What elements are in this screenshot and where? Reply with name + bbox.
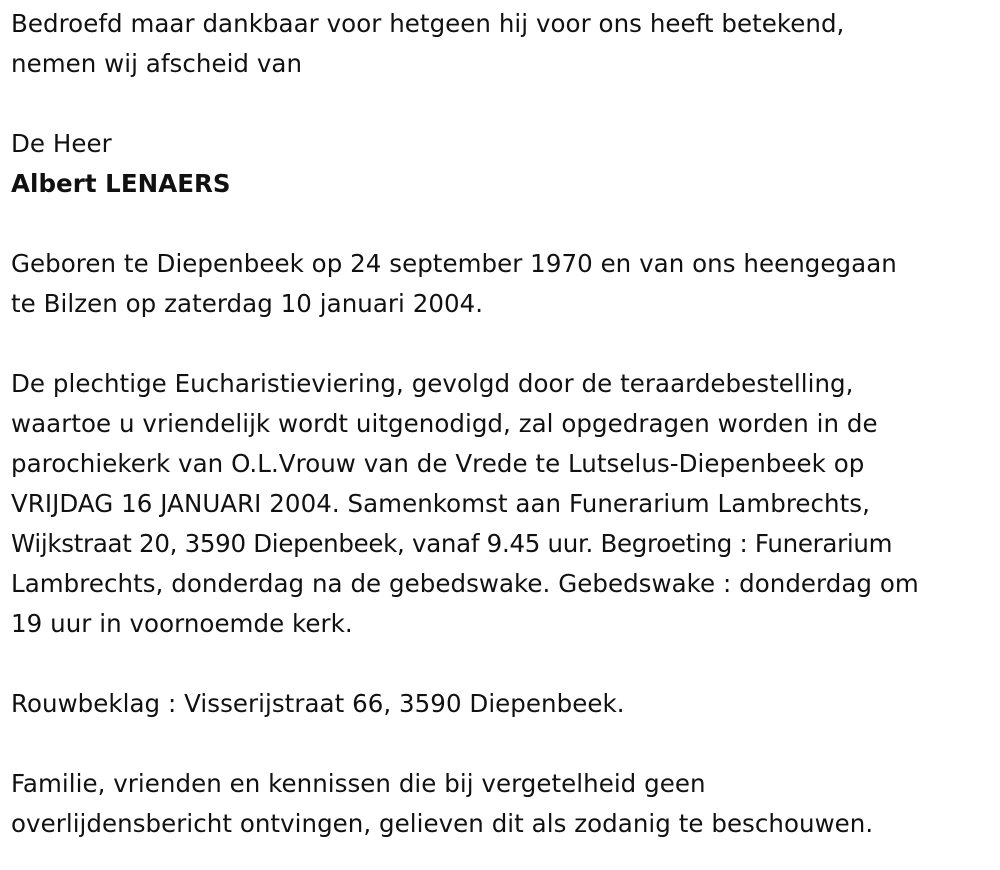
ceremony-line: Wijkstraat 20, 3590 Diepenbeek, vanaf 9.45 uur. Begroeting : Funerarium [11, 529, 893, 558]
ceremony-line: 19 uur in voornoemde kerk. [11, 609, 353, 638]
intro-line: Bedroefd maar dankbaar voor hetgeen hij voor ons heeft betekend, [11, 9, 845, 38]
deceased-block [11, 124, 995, 204]
birth-death-line: Geboren te Diepenbeek op 24 september 1970 en van ons heengegaan [11, 249, 897, 278]
ceremony-line: parochiekerk van O.L.Vrouw van de Vrede te Lutselus-Diepenbeek op [11, 449, 865, 478]
paragraph-spacer [11, 84, 995, 124]
ceremony-paragraph [11, 364, 995, 644]
paragraph-spacer [11, 644, 995, 684]
closing-line: overlijdensbericht ontvingen, gelieven dit als zodanig te beschouwen. [11, 809, 874, 838]
ceremony-line: De plechtige Eucharistieviering, gevolgd door de teraardebestelling, [11, 369, 854, 398]
closing-line: Familie, vrienden en kennissen die bij vergetelheid geen [11, 769, 706, 798]
birth-death-paragraph [11, 244, 995, 324]
paragraph-spacer [11, 324, 995, 364]
deceased-title: De Heer [11, 129, 112, 158]
paragraph-spacer [11, 204, 995, 244]
ceremony-line: waartoe u vriendelijk wordt uitgenodigd, zal opgedragen worden in de [11, 409, 878, 438]
birth-death-line: te Bilzen op zaterdag 10 januari 2004. [11, 289, 484, 318]
intro-paragraph [11, 4, 995, 84]
deceased-name: Albert LENAERS [11, 169, 231, 198]
ceremony-line: VRIJDAG 16 JANUARI 2004. Samenkomst aan Funerarium Lambrechts, [11, 489, 870, 518]
intro-line: nemen wij afscheid van [11, 49, 303, 78]
paragraph-spacer [11, 724, 995, 764]
obituary-notice [11, 4, 995, 844]
condolence-line: Rouwbeklag : Visserijstraat 66, 3590 Diepenbeek. [11, 689, 625, 718]
condolence-paragraph [11, 684, 995, 724]
closing-paragraph [11, 764, 995, 844]
ceremony-line: Lambrechts, donderdag na de gebedswake. Gebedswake : donderdag om [11, 569, 919, 598]
